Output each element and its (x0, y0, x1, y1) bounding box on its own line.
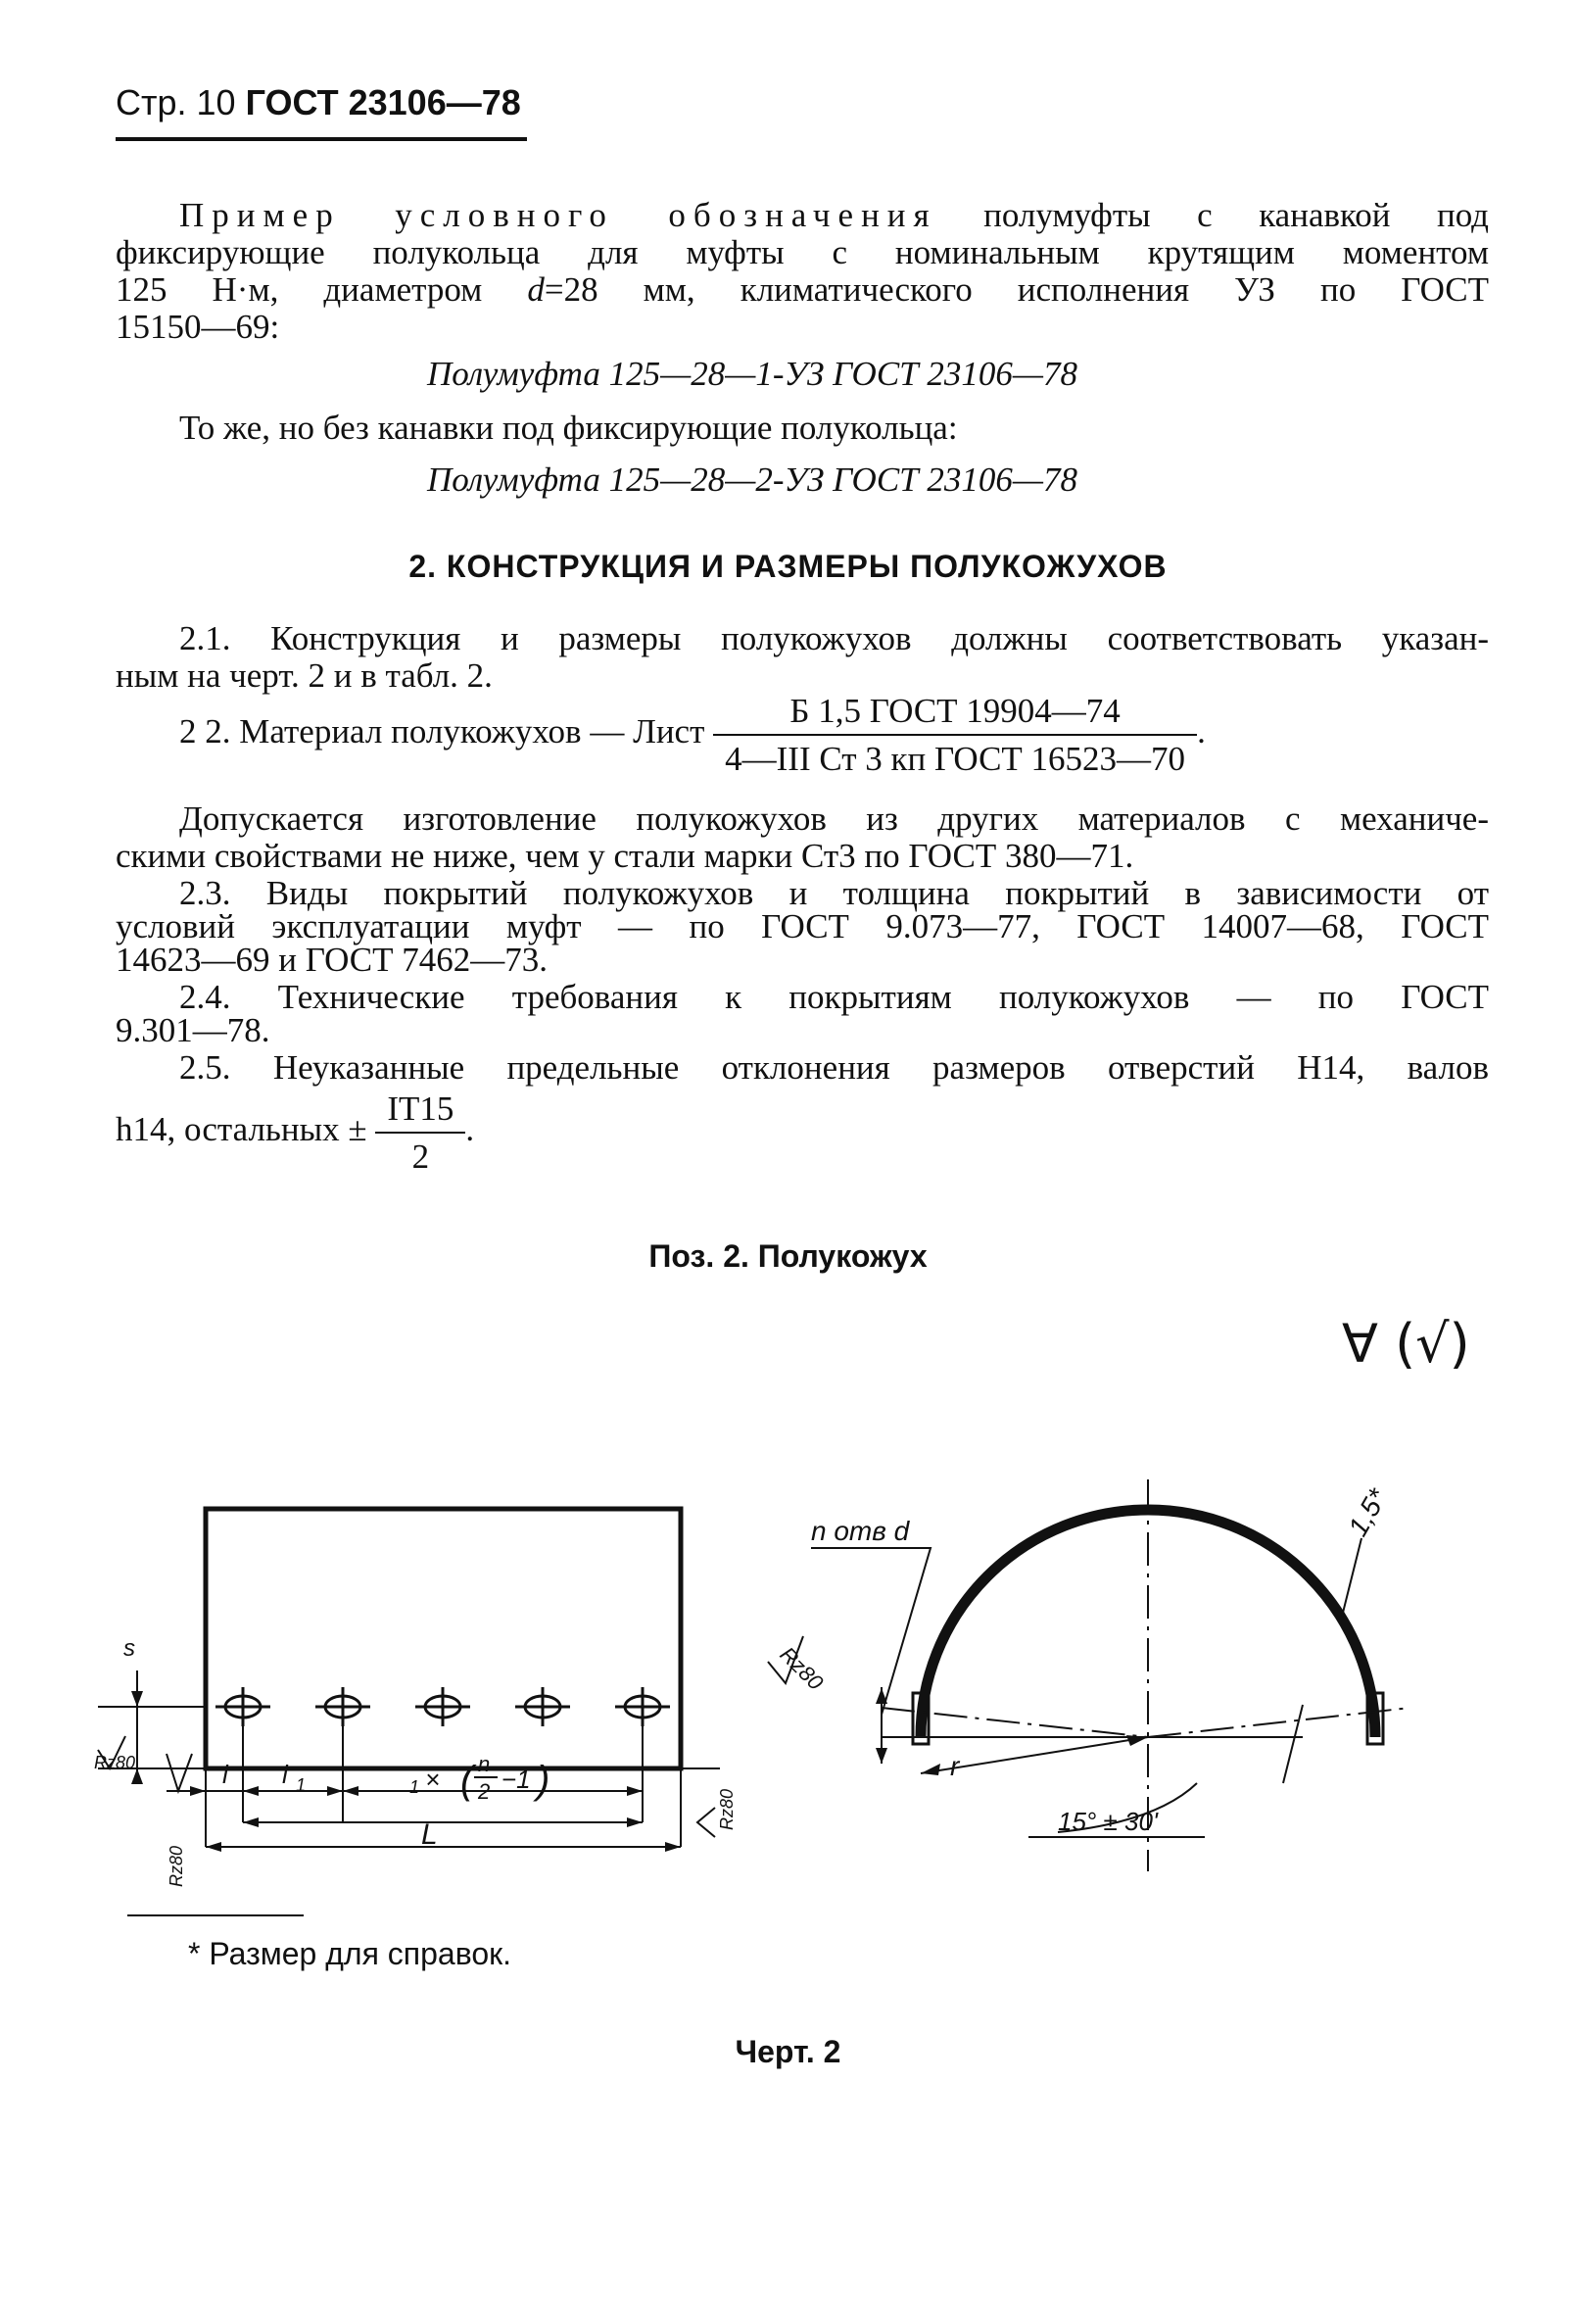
roughness-symbol: ∀ (√) (1342, 1313, 1470, 1375)
half-cover-drawing (0, 1460, 1576, 1969)
para-2-1-line-1: 2.1. Конструкция и размеры полукожухов должны соответствовать указан- (179, 619, 1489, 657)
label-series-x: × (425, 1765, 441, 1794)
example-line-1 (179, 196, 1489, 234)
example-line-3a: 125 Н·м, диаметром (116, 270, 483, 309)
front-view (98, 1509, 720, 1852)
drawing-caption: Поз. 2. Полукожух (648, 1238, 928, 1274)
para-2-5-prefix: h14, остальных ± (116, 1110, 367, 1149)
label-angle: 15° ± 30' (1058, 1807, 1158, 1836)
material-numerator: Б 1,5 ГОСТ 19904—74 (713, 692, 1197, 736)
footnote-rule (127, 1914, 304, 1916)
label-series-paren-open: ( (460, 1759, 474, 1802)
label-rz80-a: Rz80 (94, 1753, 136, 1772)
para-2-2-text: 2 2. Материал полукожухов — Лист (179, 712, 705, 751)
figure-number: Черт. 2 (735, 2034, 841, 2069)
para-2-4-line-2: 9.301—78. (116, 1011, 270, 1049)
hole-2 (315, 1687, 370, 1726)
allow-line-2: скими свойствами не ниже, чем у стали марки Ст3 по ГОСТ 380—71. (116, 837, 1134, 875)
example-line-3c: =28 мм, климатического исполнения УЗ по ГОСТ (544, 270, 1490, 309)
label-L: L (421, 1818, 438, 1851)
header-rule (116, 137, 527, 141)
label-rz80-c: Rz80 (717, 1788, 737, 1830)
para-2-4-line-1: 2.4. Технические требования к покрытиям полукожухов — по ГОСТ (179, 978, 1489, 1016)
label-rz80-b: Rz80 (167, 1845, 186, 1887)
label-series-2: 2 (478, 1779, 491, 1804)
footnote: * Размер для справок. (188, 1936, 512, 1971)
example-var-d: d (527, 270, 545, 309)
label-series-minus1: −1 (501, 1765, 531, 1794)
hole-3 (415, 1687, 470, 1726)
hole-1 (215, 1687, 270, 1726)
label-series-n: n (478, 1752, 491, 1776)
gost-number: ГОСТ 23106—78 (245, 82, 521, 122)
label-s: s (123, 1635, 135, 1662)
para-2-3-line-3: 14623—69 и ГОСТ 7462—73. (116, 941, 549, 979)
tolerance-fraction (375, 1089, 465, 1176)
material-fraction (713, 692, 1197, 778)
example-line-3 (116, 270, 1489, 309)
label-l: l (222, 1760, 228, 1789)
example-lead: Пример условного обозначения (179, 196, 937, 234)
para-2-1-line-2: ным на черт. 2 и в табл. 2. (116, 656, 493, 695)
example-line-1-rest: полумуфты с канавкой под (983, 196, 1489, 234)
label-series-paren-close: ) (537, 1759, 550, 1802)
para-2-5-line-2 (116, 1089, 474, 1176)
material-denominator: 4—III Ст 3 кп ГОСТ 16523—70 (725, 740, 1186, 778)
same-without: То же, но без канавки под фиксирующие полукольца: (179, 409, 958, 447)
para-2-3-line-2: условий эксплуатации муфт — по ГОСТ 9.073—77, ГОСТ 14007—68, ГОСТ (116, 907, 1489, 945)
para-2-2 (179, 692, 1206, 778)
designation-2: Полумуфта 125—28—2-УЗ ГОСТ 23106—78 (427, 460, 1078, 499)
example-line-2: фиксирующие полукольца для муфты с номинальным крутящим моментом (116, 233, 1489, 271)
label-l1: l (282, 1760, 288, 1789)
section-title: 2. КОНСТРУКЦИЯ И РАЗМЕРЫ ПОЛУКОЖУХОВ (408, 549, 1168, 584)
label-thickness: 1,5* (1342, 1483, 1394, 1541)
label-r: r (950, 1751, 960, 1781)
label-l1-sub: 1 (296, 1775, 307, 1795)
para-2-5-line-1: 2.5. Неуказанные предельные отклонения размеров отверстий Н14, валов (179, 1048, 1489, 1087)
designation-1: Полумуфта 125—28—1-УЗ ГОСТ 23106—78 (427, 355, 1078, 393)
cover-outline (206, 1509, 681, 1768)
page-header (116, 82, 521, 123)
example-line-4: 15150—69: (116, 308, 280, 346)
tolerance-numerator: IT15 (375, 1089, 465, 1134)
page-number: Стр. 10 (116, 82, 236, 122)
allow-line-1: Допускается изготовление полукожухов из других материалов с механиче- (179, 799, 1489, 838)
label-holes: n отв d (811, 1516, 910, 1546)
hole-5 (615, 1687, 670, 1726)
para-2-2-end: . (1197, 712, 1206, 751)
label-series-sub: 1 (409, 1777, 420, 1797)
tolerance-denominator: 2 (411, 1138, 430, 1176)
para-2-5-end: . (465, 1110, 475, 1149)
para-2-3-line-1: 2.3. Виды покрытий полукожухов и толщина покрытий в зависимости от (179, 874, 1489, 912)
label-rz80-d: Rz80 (775, 1641, 829, 1695)
hole-4 (515, 1687, 570, 1726)
